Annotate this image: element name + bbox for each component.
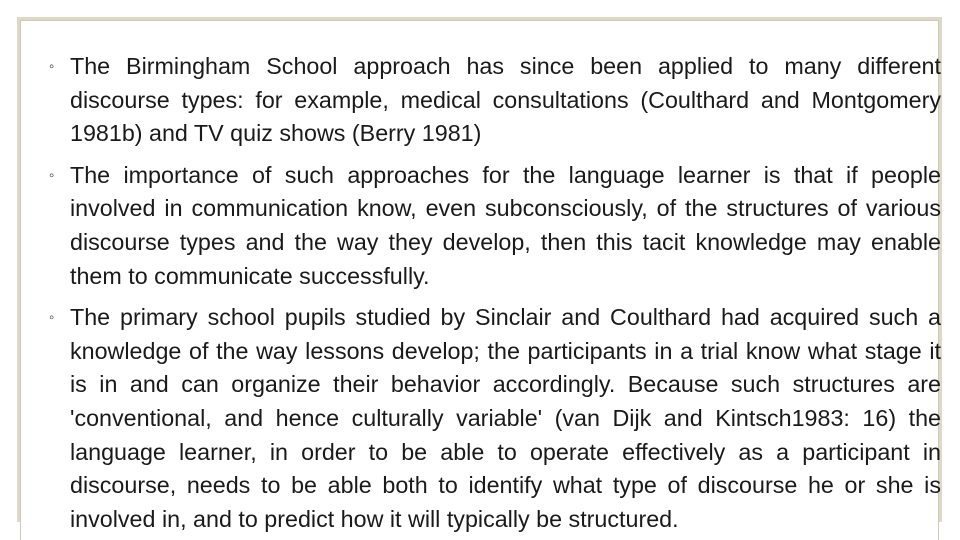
bullet-item [49,301,941,536]
content-card [20,20,939,540]
slide-frame [17,17,942,532]
bullet-text: The primary school pupils studied by Sinclair and Coulthard had acquired such a knowledge of the way lessons develop; the participants in a trial know what stage it is in and can organize their behavior accordingly. Because such structures are 'conventional, and hence culturally variable' (van Dijk and Kintsch1983: 16) the language learner, in order to be able to operate effectively as a participant in discourse, needs to be able both to identify what type of discourse he or she is involved in, and to predict how it will typically be structured. [70,304,941,532]
bullet-item [49,50,941,151]
bullet-item [49,159,941,293]
bullet-text: The importance of such approaches for the language learner is that if people involved in communication know, even subconsciously, of the structures of various discourse types and the way they develop, then this tacit knowledge may enable them to communicate successfully. [70,161,941,289]
bullet-text: The Birmingham School approach has since been applied to many different discourse types: for example, medical consultations (Coulthard and Montgomery 1981b) and TV quiz shows (Berry 1981) [70,53,941,147]
bullet-marker-icon: ◦ [49,58,55,75]
bullet-list [49,50,941,540]
bullet-marker-icon: ◦ [49,309,55,327]
bullet-marker-icon: ◦ [49,166,55,184]
